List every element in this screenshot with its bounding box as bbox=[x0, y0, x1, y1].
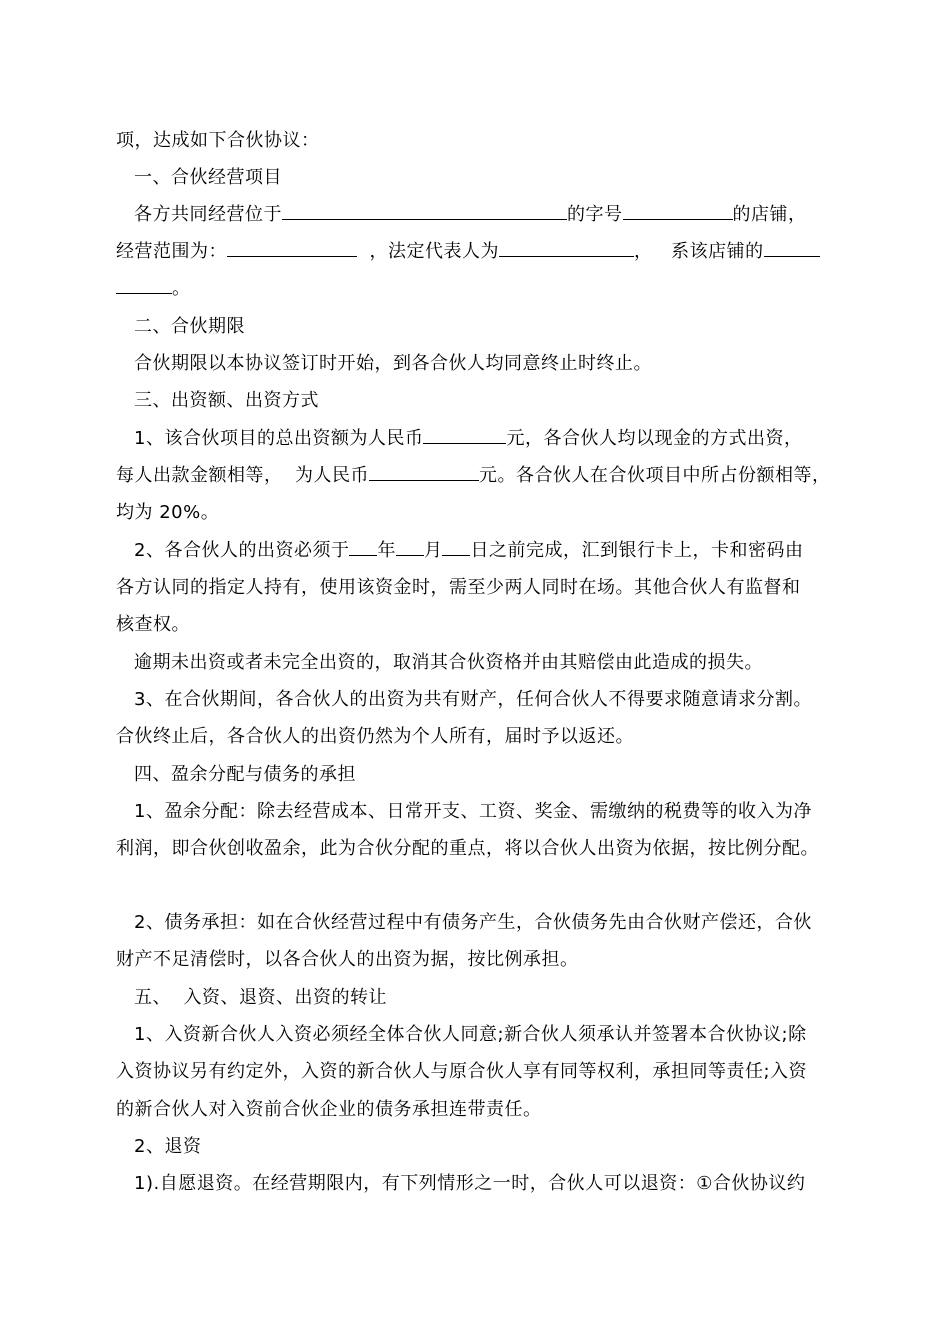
paragraph-line: 2、各合伙人的出资必须于 年 月 日之前完成，汇到银行卡上，卡和密码由 bbox=[134, 540, 804, 561]
paragraph-line: 合伙期限以本协议签订时开始，到各合伙人均同意终止时终止。 bbox=[134, 353, 652, 374]
paragraph-line: 1、该合伙项目的总出资额为人民币 元，各合伙人均以现金的方式出资， bbox=[134, 428, 803, 449]
paragraph-line: 的新合伙人对入资前合伙企业的债务承担连带责任。 bbox=[116, 1099, 542, 1120]
paragraph-line: 均为 20%。 bbox=[116, 502, 220, 523]
fill-blank bbox=[116, 277, 172, 294]
paragraph-line: 经营范围为： ，法定代表人为 ， 系该店铺的 bbox=[116, 240, 820, 264]
section-3-heading: 三、出资额、出资方式 bbox=[134, 390, 319, 411]
fill-blank bbox=[423, 427, 506, 444]
intro-line: 项，达成如下合伙协议： bbox=[116, 130, 320, 151]
section-5-heading: 五、 入资、退资、出资的转让 bbox=[134, 987, 387, 1008]
subheading: 2、退资 bbox=[134, 1136, 202, 1157]
paragraph-line: 1、入资新合伙人入资必须经全体合伙人同意;新合伙人须承认并签署本合伙协议;除 bbox=[134, 1024, 807, 1045]
paragraph-line: 合伙终止后，各合伙人的出资仍然为个人所有，届时予以返还。 bbox=[116, 726, 634, 747]
paragraph-line: 1).自愿退资。在经营期限内，有下列情形之一时，合伙人可以退资：①合伙协议约 bbox=[134, 1173, 806, 1194]
paragraph-line: 核查权。 bbox=[116, 614, 190, 635]
paragraph-line: 财产不足清偿时，以各合伙人的出资为据，按比例承担。 bbox=[116, 949, 579, 970]
fill-blank bbox=[442, 539, 470, 556]
paragraph-line: 2、债务承担：如在合伙经营过程中有债务产生，合伙债务先由合伙财产偿还，合伙 bbox=[134, 912, 812, 933]
paragraph-line: 3、在合伙期间，各合伙人的出资为共有财产，任何合伙人不得要求随意请求分割。 bbox=[134, 689, 812, 710]
paragraph-line: 各方共同经营位于 的字号 的店铺， bbox=[134, 204, 807, 225]
section-4-heading: 四、盈余分配与债务的承担 bbox=[134, 764, 356, 785]
paragraph-line: 利润，即合伙创收盈余，此为合伙分配的重点，将以合伙人出资为依据，按比例分配。 bbox=[116, 838, 819, 859]
fill-blank bbox=[764, 240, 820, 257]
section-2-heading: 二、合伙期限 bbox=[134, 316, 245, 337]
fill-blank bbox=[227, 240, 357, 257]
fill-blank bbox=[499, 240, 634, 257]
fill-blank bbox=[349, 539, 377, 556]
paragraph-line: 每人出款金额相等， 为人民币 元。各合伙人在合伙项目中所占份额相等， bbox=[116, 465, 831, 486]
paragraph-line: 各方认同的指定人持有，使用该资金时，需至少两人同时在场。其他合伙人有监督和 bbox=[116, 577, 801, 598]
paragraph-line: 入资协议另有约定外，入资的新合伙人与原合伙人享有同等权利，承担同等责任;入资 bbox=[116, 1061, 808, 1082]
fill-blank bbox=[396, 539, 424, 556]
paragraph-line: 1、盈余分配：除去经营成本、日常开支、工资、奖金、需缴纳的税费等的收入为净 bbox=[134, 801, 812, 822]
fill-blank bbox=[623, 203, 733, 220]
section-1-heading: 一、合伙经营项目 bbox=[134, 167, 282, 188]
paragraph-line: 。 bbox=[116, 277, 191, 301]
fill-blank bbox=[369, 464, 479, 481]
paragraph-line: 逾期未出资或者未完全出资的，取消其合伙资格并由其赔偿由此造成的损失。 bbox=[134, 652, 763, 673]
fill-blank bbox=[282, 203, 567, 220]
